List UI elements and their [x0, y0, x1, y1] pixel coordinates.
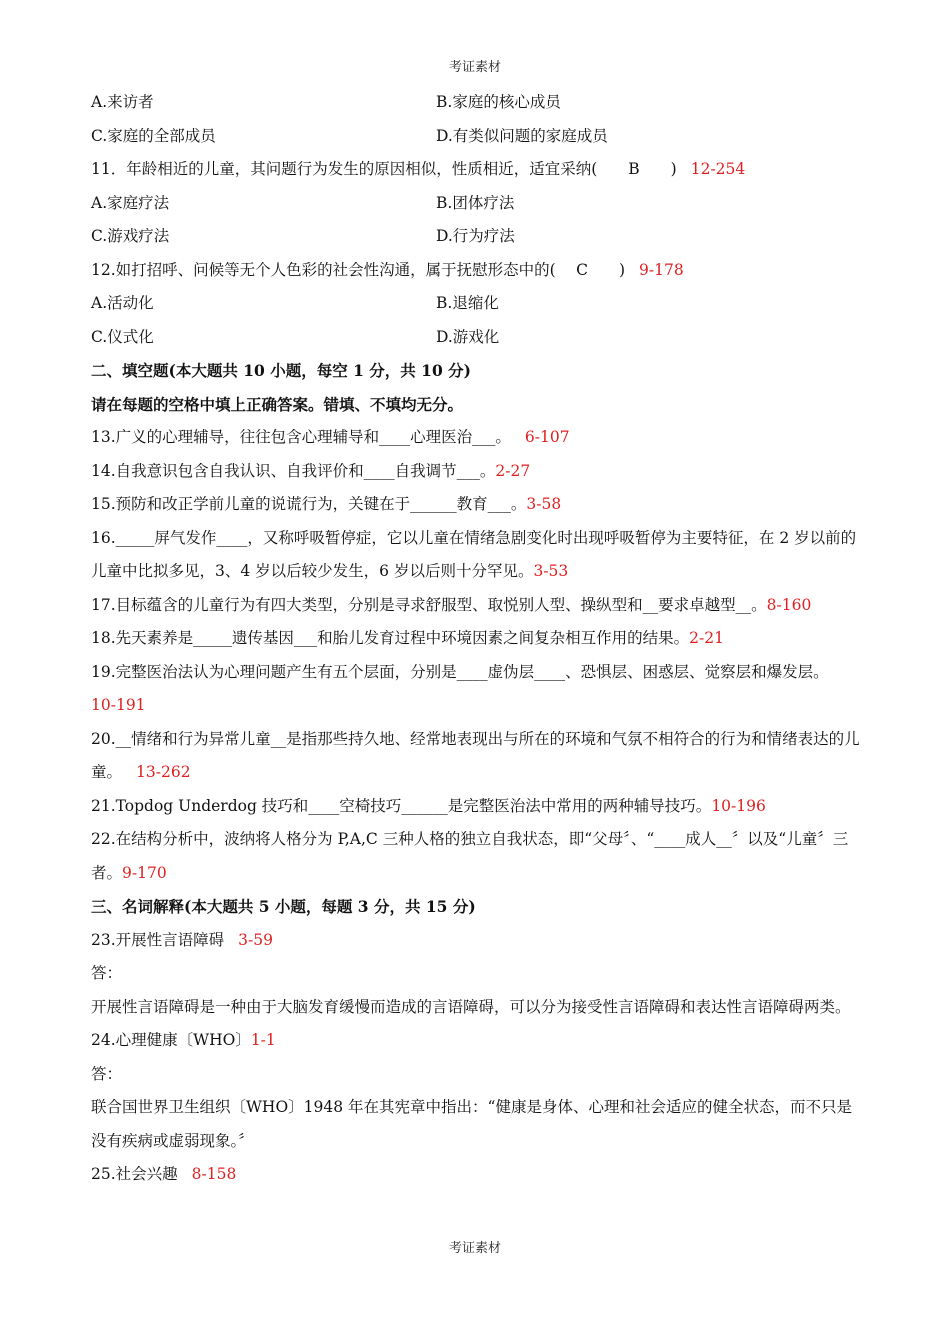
- question-18-text: 18.先天素养是_____遗传基因___和胎儿发育过程中环境因素之间复杂相互作用的结果。: [91, 629, 690, 647]
- q11-option-b: B.团体疗法: [436, 193, 515, 212]
- q10-option-a: A.来访者: [91, 93, 154, 111]
- section-2-instruction: 请在每题的空格中填上正确答案。错填、不填均无分。: [91, 394, 464, 414]
- question-25-ref: 8-158: [191, 1165, 237, 1183]
- question-17-ref: 8-160: [766, 595, 812, 614]
- question-15-text: 15.预防和改正学前儿童的说谎行为，关键在于______教育___。: [91, 495, 527, 513]
- question-19-text: 19.完整医治法认为心理问题产生有五个层面，分别是____虚伪层____、恐惧层、困惑层、觉察层和爆发层。: [91, 662, 829, 681]
- question-25-text: 25.社会兴趣: [91, 1165, 178, 1183]
- page-header: 考证素材: [448, 60, 501, 75]
- question-23-text: 23.开展性言语障碍: [91, 930, 225, 949]
- question-25: [91, 1158, 866, 1192]
- q10-option-c: C.家庭的全部成员: [91, 126, 216, 145]
- q11-option-a: A.家庭疗法: [91, 193, 170, 212]
- question-15: [91, 488, 866, 522]
- q11-options-row-1: [91, 187, 866, 221]
- page-footer: 考证素材: [448, 1241, 501, 1256]
- question-19-ref: 10-191: [91, 696, 146, 714]
- question-23-ref: 3-59: [238, 930, 273, 949]
- question-22: [91, 823, 866, 890]
- question-16: [91, 522, 866, 589]
- question-12-ref: 9-178: [639, 260, 684, 279]
- question-23-answer-label: 答：: [91, 964, 123, 982]
- question-18: [91, 622, 866, 656]
- question-12: [91, 254, 866, 288]
- question-24-ref: 1-1: [250, 1031, 276, 1049]
- question-24-answer: 联合国世界卫生组织〔WHO〕1948 年在其宪章中指出：“健康是身体、心理和社会适应的健全状态，而不只是没有疾病或虚弱现象。〞: [91, 1098, 852, 1150]
- section-3-title: 三、名词解释(本大题共 5 小题，每题 3 分，共 15 分): [91, 897, 476, 916]
- question-13-text: 13.广义的心理辅导，往往包含心理辅导和____心理医治___。: [91, 428, 511, 446]
- question-20-text: 20.__情绪和行为异常儿童__是指那些持久地、经常地表现出与所在的环境和气氛不相符合的行为和情绪表达的儿童。: [91, 729, 860, 781]
- question-11: [91, 153, 866, 187]
- q10-options-row-2: [91, 120, 866, 154]
- question-14: [91, 455, 866, 489]
- question-12-text: 12.如打招呼、问候等无个人色彩的社会性沟通，属于抚慰形态中的( C ): [91, 260, 626, 279]
- question-15-ref: 3-58: [526, 495, 562, 513]
- question-13-ref: 6-107: [524, 428, 570, 446]
- question-14-ref: 2-27: [495, 461, 531, 480]
- q11-options-row-2: [91, 220, 866, 254]
- question-24-text: 24.心理健康〔WHO〕: [91, 1031, 251, 1049]
- question-18-ref: 2-21: [689, 629, 724, 647]
- question-17-text: 17.目标蕴含的儿童行为有四大类型，分别是寻求舒服型、取悦别人型、操纵型和__要求卓越型__。: [91, 595, 767, 614]
- question-23: [91, 924, 866, 958]
- question-14-text: 14.自我意识包含自我认识、自我评价和____自我调节___。: [91, 461, 496, 480]
- q11-option-c: C.游戏疗法: [91, 227, 170, 245]
- question-24-answer-label: 答：: [91, 1064, 123, 1083]
- question-11-ref: 12-254: [690, 160, 746, 178]
- q12-option-c: C.仪式化: [91, 327, 154, 346]
- question-20: [91, 723, 866, 790]
- q10-option-b: B.家庭的核心成员: [436, 93, 561, 111]
- section-2-title: 二、填空题(本大题共 10 小题，每空 1 分，共 10 分): [91, 361, 471, 380]
- q12-option-a: A.活动化: [91, 294, 154, 312]
- q10-options-row-1: [91, 86, 866, 120]
- question-16-ref: 3-53: [533, 562, 569, 580]
- q11-option-d: D.行为疗法: [436, 227, 515, 245]
- question-13: [91, 421, 866, 455]
- q12-options-row-1: [91, 287, 866, 321]
- q12-option-b: B.退缩化: [436, 294, 499, 312]
- question-21-ref: 10-196: [711, 796, 766, 815]
- question-24: [91, 1024, 866, 1058]
- question-23-answer: 开展性言语障碍是一种由于大脑发育缓慢而造成的言语障碍，可以分为接受性言语障碍和表达性言语障碍两类。: [91, 997, 851, 1016]
- q10-option-d: D.有类似问题的家庭成员: [436, 126, 608, 145]
- document-body: [91, 86, 866, 1192]
- q12-option-d: D.游戏化: [436, 327, 500, 346]
- question-20-ref: 13-262: [136, 763, 191, 781]
- question-16-text: 16._____屏气发作____，又称呼吸暂停症，它以儿童在情绪急剧变化时出现呼吸暂停为主要特征，在 2 岁以前的儿童中比拟多见，3、4 岁以后较少发生，6 岁以后则十分罕见。: [91, 528, 857, 580]
- question-21-text: 21.Topdog Underdog 技巧和____空椅技巧______是完整医治法中常用的两种辅导技巧。: [91, 796, 712, 815]
- q12-options-row-2: [91, 321, 866, 355]
- question-19: [91, 656, 866, 723]
- question-17: [91, 589, 866, 623]
- question-21: [91, 790, 866, 824]
- question-11-text: 11．年龄相近的儿童，其问题行为发生的原因相似，性质相近，适宜采纳( B ): [91, 160, 677, 178]
- question-22-ref: 9-170: [122, 863, 167, 882]
- question-22-text: 22.在结构分析中，波纳将人格分为 P,A,C 三种人格的独立自我状态，即“父母〞、“____成人__〞以及“儿童〞三者。: [91, 830, 849, 882]
